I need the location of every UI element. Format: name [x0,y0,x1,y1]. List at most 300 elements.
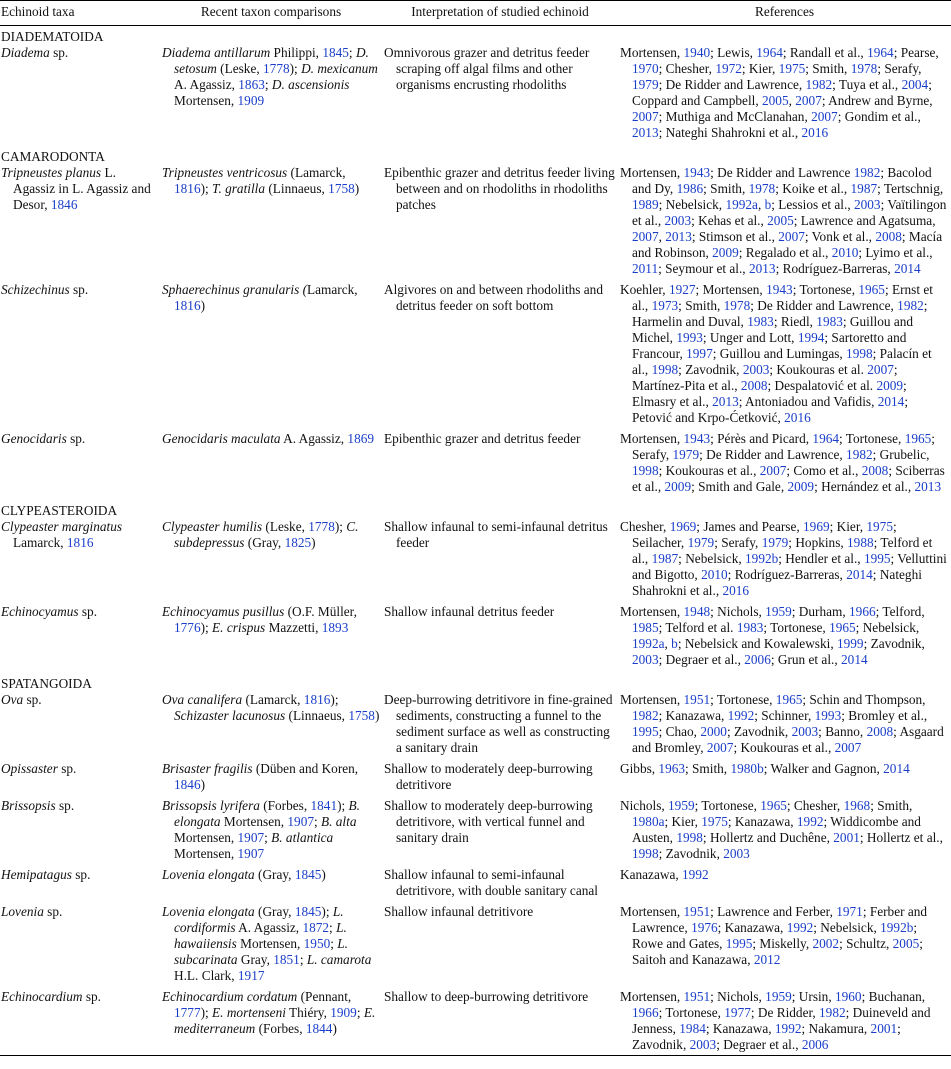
text-run: Mortensen, [174,93,238,108]
text-run: ; Serafy, [632,431,935,462]
citation-year-link[interactable]: 2005 [767,213,794,228]
citation-year-link[interactable]: 2010 [701,567,728,582]
citation-year-link[interactable]: 1975 [701,814,728,829]
citation-year-link[interactable]: 1943 [766,282,793,297]
text-run: ; Tertschnig, [877,181,944,196]
text-run: ; Schin and Thompson, [802,692,926,707]
text-run: ; Ursin, [791,989,835,1004]
citation-year-link[interactable]: 1995 [725,936,753,951]
citation-year-link[interactable]: 1976 [691,920,718,935]
citation-year-link[interactable]: 1986 [676,181,704,196]
citation-year-link[interactable]: 2007 [811,109,838,124]
citation-year-link[interactable]: 2013 [632,125,659,140]
text-run: ; [313,814,322,829]
citation-year-link[interactable]: 1983 [816,314,843,329]
text-run: ); [337,798,349,813]
taxon-name: Tripneustes planus [1,165,102,180]
citation-year-link[interactable]: 1964 [867,45,894,60]
citation-year-link[interactable]: 1980a [632,814,665,829]
citation-year-link[interactable]: 1992 [682,867,709,882]
citation-year-link[interactable]: 1968 [843,798,871,813]
citation-year-link[interactable]: 2011 [632,261,659,276]
text-run: ; Widdicombe and Austen, [632,814,921,845]
text-run: ; Pérès and Picard, [710,431,813,446]
citation-year-link[interactable]: 1992b [880,920,914,935]
citation-year-link[interactable]: 2008 [866,724,894,739]
text-run: ; Guillou and Lumingas, [712,346,847,361]
citation-year-link[interactable]: 1984 [679,1021,706,1036]
citation-year-link[interactable]: 1992a [632,636,665,651]
citation-year-link[interactable]: 1909 [330,1005,357,1020]
citation-year-link[interactable]: 1992 [786,920,814,935]
text-run: ; Miskelly, [752,936,813,951]
text-run: ; Smith, [870,798,913,813]
citation-year-link[interactable]: 2004 [901,77,929,92]
text-run: ; Tortonese, [694,798,761,813]
citation-year-link[interactable]: 1841 [310,798,338,813]
citation-year-link[interactable]: 2013 [748,261,776,276]
table-header-row [0,1,951,26]
text-run: Mortensen, [220,814,288,829]
text-run: Mazzetti, [265,620,322,635]
citation-year-link[interactable]: 1778 [308,519,335,534]
taxon-name: Clypeaster marginatus [1,519,123,534]
text-run: ; Hernández et al., [814,479,915,494]
table-row [0,282,951,431]
citation-year-link[interactable]: 1965 [760,798,787,813]
references-cell [620,798,949,862]
text-run: ; Seymour et al., [658,261,749,276]
citation-year-link[interactable]: 2009 [876,378,904,393]
citation-year-link[interactable]: 1966 [632,1005,659,1020]
text-run: ; Nebelsick, [678,551,746,566]
taxon-name: Brisaster fragilis [162,761,253,776]
text-run: (Gray, [254,904,295,919]
citation-year-link[interactable]: 1998 [846,346,873,361]
text-run: ; Telford et al. [658,620,737,635]
text-run: ; Nebelsick and Kowalewski, [677,636,837,651]
citation-year-link[interactable]: 1950 [303,936,331,951]
group-heading-row [0,26,951,46]
citation-year-link[interactable]: 1980b [730,761,764,776]
citation-year-link[interactable]: 1978 [850,61,878,76]
citation-year-link[interactable]: 2001 [833,830,860,845]
citation-year-link[interactable]: 1973 [651,298,679,313]
citation-year-link[interactable]: 1951 [683,904,711,919]
citation-year-link[interactable]: 1979 [761,535,789,550]
citation-year-link[interactable]: 2006 [801,1037,829,1052]
text-run: ; Como et al., [786,463,862,478]
citation-year-link[interactable]: 2003 [791,724,819,739]
citation-year-link[interactable]: 2007 [778,229,805,244]
taxon-name: L. hawaiiensis [174,920,347,951]
text-run: sp. [82,989,101,1004]
text-run: ) [311,535,316,550]
citation-year-link[interactable]: 1844 [305,1021,333,1036]
citation-year-link[interactable]: 2007 [759,463,787,478]
citation-year-link[interactable]: 1872 [302,920,330,935]
citation-year-link[interactable]: 1979 [687,535,715,550]
text-run: ; Hopkins, [788,535,848,550]
taxon-name: Diadema [1,45,50,60]
citation-year-link[interactable]: 1969 [803,519,830,534]
citation-year-link[interactable]: 1982 [819,1005,846,1020]
citation-year-link[interactable]: 1907 [237,846,265,861]
interpretation-cell: Omnivorous grazer and detritus feeder scraping off algal films and other organisms encrusting rhodoliths [384,45,590,92]
citation-year-link[interactable]: 1998 [632,846,659,861]
citation-year-link[interactable]: 1983 [736,620,764,635]
citation-year-link[interactable]: 2016 [722,583,750,598]
text-run: (Düben and Koren, [252,761,359,776]
citation-year-link[interactable]: 1988 [847,535,874,550]
citation-year-link[interactable]: 2009 [664,479,692,494]
citation-year-link[interactable]: 2005 [762,93,789,108]
text-run: Mortensen, [620,604,684,619]
citation-year-link[interactable]: 2005 [892,936,920,951]
text-run: ; Serafy, [877,61,922,76]
citation-year-link[interactable]: 1951 [683,989,711,1004]
text-run: ; Sartoretto and Francour, [632,330,907,361]
citation-year-link[interactable]: 1964 [756,45,783,60]
text-run: ; Randall et al., [782,45,868,60]
echinoid-taxon-cell [1,165,158,213]
taxon-name: Genocidaris [1,431,67,446]
taxon-name: E. mediterraneum [174,1005,376,1036]
text-run: ) [374,708,380,723]
citation-year-link[interactable]: 2006 [744,652,771,667]
citation-year-link[interactable]: 1851 [273,952,300,967]
echinoid-taxon-cell [1,904,158,920]
text-run: ; Zavodnik, [726,724,792,739]
citation-year-link[interactable]: 1979 [632,77,659,92]
citation-year-link[interactable]: 1982 [853,165,881,180]
citation-year-link[interactable]: 2003 [742,362,770,377]
citation-year-link[interactable]: 1992 [727,708,755,723]
citation-year-link[interactable]: 1959 [668,798,695,813]
text-run: ; Ferber and Lawrence, [632,904,928,935]
text-run: ; Degraer et al., [658,652,745,667]
citation-year-link[interactable]: 1959 [765,989,792,1004]
taxon-name: Lovenia elongata [162,904,255,919]
citation-year-link[interactable]: 2007 [867,362,894,377]
text-run: ; Hendler et al., [778,551,864,566]
citation-year-link[interactable]: 2009 [787,479,815,494]
text-run: ; Kehas et al., [691,213,768,228]
citation-year-link[interactable]: 1982 [805,77,833,92]
text-run: , [658,229,666,244]
text-run: (Lamarck, [242,692,304,707]
citation-year-link[interactable]: 2014 [841,652,868,667]
citation-year-link[interactable]: 1998 [632,463,659,478]
citation-year-link[interactable]: 1995 [632,724,659,739]
citation-year-link[interactable]: 2007 [632,109,659,124]
text-run: ; De Ridder and Lawrence [710,165,854,180]
citation-year-link[interactable]: 1758 [348,708,375,723]
text-run: ; Tuya et al., [832,77,902,92]
citation-year-link[interactable]: 2003 [723,846,750,861]
citation-year-link[interactable]: 1963 [658,761,686,776]
citation-year-link[interactable]: 1965 [904,431,932,446]
text-run: ; Antoniadou and Vafidis, [738,394,878,409]
citation-year-link[interactable]: 1992b [745,551,779,566]
taxon-name: E. crispus [212,620,266,635]
citation-year-link[interactable]: 2003 [632,652,659,667]
citation-year-link[interactable]: 1997 [686,346,713,361]
interpretation-cell: Shallow infaunal detritivore [384,904,534,919]
citation-year-link[interactable]: 1917 [237,968,265,983]
comparison-cell [162,519,380,551]
text-run: ; Koukouras et al., [658,463,760,478]
text-run: Mortensen, [620,692,684,707]
citation-year-link[interactable]: 2008 [875,229,902,244]
citation-year-link[interactable]: 1776 [174,620,201,635]
citation-year-link[interactable]: 2014 [894,261,921,276]
citation-year-link[interactable]: 1845 [294,867,322,882]
text-run: ; Zavodnik, [863,636,925,651]
citation-year-link[interactable]: 1994 [797,330,825,345]
citation-year-link[interactable]: 2007 [795,93,822,108]
citation-year-link[interactable]: 1987 [850,181,878,196]
citation-year-link[interactable]: 1992a [725,197,758,212]
citation-year-link[interactable]: 1977 [724,1005,751,1020]
echinoid-taxon-cell [1,45,158,61]
citation-year-link[interactable]: 2009 [712,245,739,260]
citation-year-link[interactable]: b [671,636,678,651]
text-run: ; De Ridder and Lawrence, [750,298,898,313]
citation-year-link[interactable]: 1846 [50,197,78,212]
text-run: ; Koukouras et al. [769,362,868,377]
citation-year-link[interactable]: 1951 [683,692,711,707]
citation-year-link[interactable]: 2013 [712,394,739,409]
citation-year-link[interactable]: 1948 [683,604,711,619]
text-run: ; Walker and Gagnon, [763,761,884,776]
taxon-name: T. gratilla [212,181,266,196]
references-cell [620,692,949,756]
citation-year-link[interactable]: 2016 [784,410,811,425]
citation-year-link[interactable]: 2013 [914,479,942,494]
citation-year-link[interactable]: 1992 [774,1021,802,1036]
citation-year-link[interactable]: 1777 [174,1005,201,1020]
taxon-name: Opissaster [1,761,58,776]
citation-year-link[interactable]: 1978 [723,298,751,313]
text-run: ; Rodríguez-Barreras, [727,567,847,582]
citation-year-link[interactable]: 1943 [683,165,711,180]
citation-year-link[interactable]: 1993 [814,708,842,723]
citation-year-link[interactable]: 1965 [829,620,856,635]
text-run: ; Zavodnik, [632,1021,901,1052]
citation-year-link[interactable]: 1816 [174,181,201,196]
citation-year-link[interactable]: 1979 [672,447,700,462]
text-run: ; Kier, [741,61,779,76]
text-run: ; James and Pearse, [696,519,804,534]
citation-year-link[interactable]: 1927 [668,282,696,297]
text-run: ); [200,181,213,196]
citation-year-link[interactable]: 1978 [748,181,776,196]
citation-year-link[interactable]: 1966 [849,604,876,619]
interpretation-cell: Epibenthic grazer and detritus feeder [384,431,581,446]
text-run: ; Rodríguez-Barreras, [775,261,895,276]
taxon-name: Echinocardium cordatum [162,989,298,1004]
text-run: ; Kier, [664,814,702,829]
text-run: (Leske, [262,519,309,534]
citation-year-link[interactable]: 1993 [676,330,703,345]
text-run: ; [264,830,272,845]
citation-year-link[interactable]: 1825 [284,535,312,550]
citation-year-link[interactable]: 2012 [753,952,781,967]
taxon-name: Clypeaster humilis [162,519,263,534]
citation-year-link[interactable]: 2014 [877,394,905,409]
interpretation-cell: Shallow infaunal to semi-infaunal detritus feeder [384,519,608,550]
citation-year-link[interactable]: 1983 [747,314,774,329]
citation-year-link[interactable]: 1816 [174,298,201,313]
citation-year-link[interactable]: 1893 [321,620,349,635]
text-run: ; Duineveld and Jenness, [632,1005,931,1036]
echinoid-taxon-cell [1,798,158,814]
citation-year-link[interactable]: 1972 [715,61,742,76]
text-run: (Lamarck, [287,165,346,180]
text-run: sp. [78,604,98,619]
citation-year-link[interactable]: 1940 [683,45,711,60]
citation-year-link[interactable]: 1987 [651,551,679,566]
text-run: ) [321,867,326,882]
citation-year-link[interactable]: 2003 [689,1037,717,1052]
citation-year-link[interactable]: 1758 [328,181,355,196]
citation-year-link[interactable]: 1975 [866,519,893,534]
citation-year-link[interactable]: 1982 [897,298,924,313]
citation-year-link[interactable]: 2014 [883,761,910,776]
citation-year-link[interactable]: 1998 [676,830,703,845]
citation-year-link[interactable]: 1816 [303,692,331,707]
group-heading-row [0,500,951,519]
text-run: ; Koike et al., [775,181,851,196]
citation-year-link[interactable]: 2007 [632,229,659,244]
text-run: ; Lyimo et al., [858,245,933,260]
citation-year-link[interactable]: 1985 [632,620,659,635]
text-run: Koehler, [620,282,669,297]
text-run: ; Elmasry et al., [632,378,907,409]
citation-year-link[interactable]: 1778 [263,61,290,76]
citation-year-link[interactable]: 2000 [700,724,727,739]
text-run: Mortensen, [620,165,684,180]
table-row [0,604,951,673]
citation-year-link[interactable]: 1907 [287,814,314,829]
interpretation-cell: Shallow infaunal detritus feeder [384,604,555,619]
text-run: sp. [23,692,42,707]
taxon-name: D. setosum [174,45,369,76]
citation-year-link[interactable]: 1845 [322,45,349,60]
citation-year-link[interactable]: 1989 [632,197,659,212]
text-run: ; Nichols, [710,989,766,1004]
text-run: ; Gondim et al., [837,109,921,124]
taxon-name: B. elongata [174,798,360,829]
text-run: Kanazawa, [620,867,683,882]
citation-year-link[interactable]: 1975 [778,61,806,76]
text-run: ; Coppard and Campbell, [632,77,932,108]
interpretation-cell: Epibenthic grazer and detritus feeder living between and on rhodoliths in rhodoliths patches [384,165,615,212]
citation-year-link[interactable]: b [764,197,772,212]
citation-year-link[interactable]: 1970 [632,61,659,76]
citation-year-link[interactable]: 1964 [812,431,840,446]
text-run: ; Kanazawa, [705,1021,775,1036]
citation-year-link[interactable]: 2008 [861,463,889,478]
citation-year-link[interactable]: 1992 [796,814,824,829]
text-run: ; Ernst et al., [632,282,933,313]
citation-year-link[interactable]: 2007 [834,740,862,755]
citation-year-link[interactable]: 2010 [831,245,859,260]
table-row [0,867,951,904]
citation-year-link[interactable]: 1943 [683,431,711,446]
citation-year-link[interactable]: 2014 [846,567,873,582]
citation-year-link[interactable]: 1982 [846,447,873,462]
header-interpretation: Interpretation of studied echinoid [382,1,618,26]
citation-year-link[interactable]: 1971 [836,904,863,919]
citation-year-link[interactable]: 2007 [706,740,734,755]
citation-year-link[interactable]: 1909 [237,93,265,108]
references-cell [620,761,949,777]
table-row [0,798,951,867]
text-run: ; [330,936,338,951]
citation-year-link[interactable]: 2013 [665,229,692,244]
citation-year-link[interactable]: 1816 [66,535,94,550]
echinoid-taxon-cell [1,431,158,447]
text-run: sp. [57,761,77,776]
taxon-name: Schizechinus [1,282,70,297]
text-run: ); [289,61,302,76]
text-run: Mortensen, [620,989,684,1004]
citation-year-link[interactable]: 1907 [237,830,265,845]
text-run: ; Kier, [829,519,867,534]
taxon-name: Diadema antillarum [162,45,271,60]
citation-year-link[interactable]: 1995 [863,551,891,566]
text-run: ; Nebelsick, [658,197,726,212]
citation-year-link[interactable]: 1869 [347,431,375,446]
text-run: ; [356,1005,364,1020]
citation-year-link[interactable]: 1969 [669,519,697,534]
citation-year-link[interactable]: 1845 [294,904,322,919]
citation-year-link[interactable]: 1965 [775,692,803,707]
citation-year-link[interactable]: 2008 [740,378,768,393]
citation-year-link[interactable]: 1959 [765,604,792,619]
citation-year-link[interactable]: 2016 [801,125,829,140]
citation-year-link[interactable]: 1960 [834,989,862,1004]
text-run: ; Riedl, [773,314,817,329]
text-run: (Pennant, [297,989,352,1004]
citation-year-link[interactable]: 2002 [812,936,840,951]
table-row [0,45,951,146]
echinoid-taxon-cell [1,282,158,298]
text-run: sp. [69,282,89,297]
text-run: A. Agassiz, [174,77,239,92]
text-run: ; Schultz, [839,936,893,951]
citation-year-link[interactable]: 1999 [836,636,864,651]
citation-year-link[interactable]: 2003 [853,197,881,212]
text-run: (Forbes, [255,1021,306,1036]
citation-year-link[interactable]: 1846 [174,777,201,792]
citation-year-link[interactable]: 2001 [870,1021,898,1036]
citation-year-link[interactable]: 1863 [238,77,265,92]
citation-year-link[interactable]: 2003 [664,213,692,228]
text-run: ; Banno, [818,724,867,739]
taxon-name: D. mexicanum [301,61,378,76]
text-run: ); [200,1005,213,1020]
comparison-cell [162,904,380,984]
text-run: Lamarck, [307,282,358,297]
text-run: ); [334,519,347,534]
citation-year-link[interactable]: 1982 [632,708,659,723]
text-run: Mortensen, [174,846,238,861]
citation-year-link[interactable]: 1998 [651,362,679,377]
citation-year-link[interactable]: 1965 [858,282,885,297]
